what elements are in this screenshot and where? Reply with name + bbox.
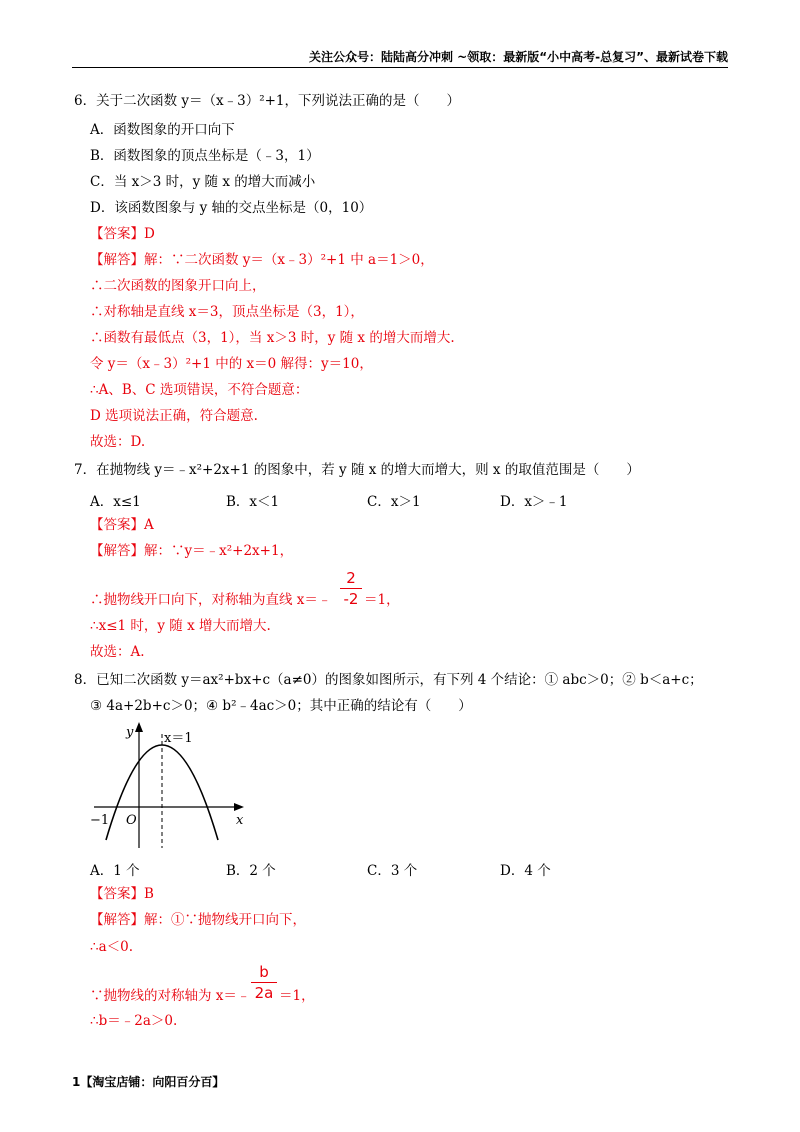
q6-solution-line: D 选项说法正确，符合题意. <box>90 408 258 424</box>
q7-option-c: C．x＞1 <box>367 494 421 510</box>
fraction-numerator: 2 <box>346 569 356 587</box>
y-axis-arrow <box>135 722 143 732</box>
parabola-graph <box>86 720 256 852</box>
page-header: 关注公众号：陆陆高分冲刺 ~领取：最新版“小中高考-总复习”、最新试卷下载 <box>309 50 728 64</box>
x-axis-arrow <box>234 803 244 811</box>
q8-solution-line: ＝1， <box>279 988 315 1004</box>
q8-fraction <box>251 963 277 1002</box>
q7-answer: 【答案】A <box>90 517 154 533</box>
q8-option-c: C．3 个 <box>367 863 418 879</box>
header-rule <box>72 67 728 68</box>
q7-stem: 7．在抛物线 y＝﹣x²+2x+1 的图象中，若 y 随 x 的增大而增大，则 x 的取值范围是（ ） <box>74 462 640 478</box>
minus-one-label: −1 <box>90 813 110 828</box>
q8-solution-line: ∴b＝﹣2a＞0. <box>90 1013 178 1029</box>
q6-solution-line: ∴对称轴是直线 x＝3，顶点坐标是（3，1）， <box>90 304 364 320</box>
q7-fraction <box>340 569 362 608</box>
q6-solution-line: ∴A、B、C 选项错误，不符合题意： <box>90 382 309 398</box>
fraction-denominator: -2 <box>343 590 359 608</box>
q6-solution-line: 故选：D. <box>90 434 146 450</box>
fraction-bar <box>251 982 277 983</box>
q7-solution-line: ∴x≤1 时，y 随 x 增大而增大. <box>90 618 271 634</box>
q6-option-b: B．函数图象的顶点坐标是（﹣3，1） <box>90 148 320 164</box>
q8-option-a: A．1 个 <box>90 863 140 879</box>
q6-stem: 6．关于二次函数 y＝（x﹣3）²+1，下列说法正确的是（ ） <box>74 93 461 109</box>
page-footer: 1【淘宝店铺：向阳百分百】 <box>72 1075 225 1089</box>
q8-stem: 8．已知二次函数 y＝ax²+bx+c（a≠0）的图象如图所示，有下列 4 个结论：① abc＞0；② b＜a+c； <box>74 672 703 688</box>
q8-solution-line: ∴a＜0. <box>90 939 134 955</box>
fraction-numerator: b <box>259 963 269 981</box>
q6-solution-line: ∴二次函数的图象开口向上， <box>90 278 266 294</box>
origin-label: O <box>126 813 137 828</box>
x-axis-label: x <box>236 813 244 828</box>
q6-answer: 【答案】D <box>90 226 155 242</box>
q7-option-a: A．x≤1 <box>90 494 141 510</box>
q7-option-b: B．x＜1 <box>226 494 280 510</box>
q7-solution-line: ＝1， <box>364 592 400 608</box>
symmetry-axis-label: x＝1 <box>164 731 193 746</box>
q8-answer: 【答案】B <box>90 886 154 902</box>
fraction-bar <box>340 588 362 589</box>
q6-solution-line: 【解答】解：∵二次函数 y＝（x﹣3）²+1 中 a＝1＞0， <box>90 252 434 268</box>
q6-solution-line: ∴函数有最低点（3，1），当 x＞3 时，y 随 x 的增大而增大. <box>90 330 455 346</box>
q8-stem: ③ 4a+2b+c＞0；④ b²﹣4ac＞0；其中正确的结论有（ ） <box>90 698 472 714</box>
q6-solution-line: 令 y＝（x﹣3）²+1 中的 x＝0 解得：y＝10， <box>90 356 373 372</box>
q8-solution-line: ∵抛物线的对称轴为 x＝﹣ <box>90 988 251 1004</box>
q8-solution-line: 【解答】解：①∵抛物线开口向下， <box>90 912 306 928</box>
q7-option-d: D．x＞﹣1 <box>500 494 568 510</box>
q6-option-d: D．该函数图象与 y 轴的交点坐标是（0，10） <box>90 200 373 216</box>
q8-option-d: D．4 个 <box>500 863 551 879</box>
q8-option-b: B．2 个 <box>226 863 276 879</box>
q6-option-c: C．当 x＞3 时，y 随 x 的增大而减小 <box>90 174 316 190</box>
q6-option-a: A．函数图象的开口向下 <box>90 122 235 138</box>
q7-solution-line: 故选：A. <box>90 644 145 660</box>
fraction-denominator: 2a <box>254 984 274 1002</box>
q7-solution-line: ∴抛物线开口向下，对称轴为直线 x＝﹣ <box>90 592 332 608</box>
q7-solution-line: 【解答】解：∵y＝﹣x²+2x+1， <box>90 543 294 559</box>
y-axis-label: y <box>126 725 134 740</box>
